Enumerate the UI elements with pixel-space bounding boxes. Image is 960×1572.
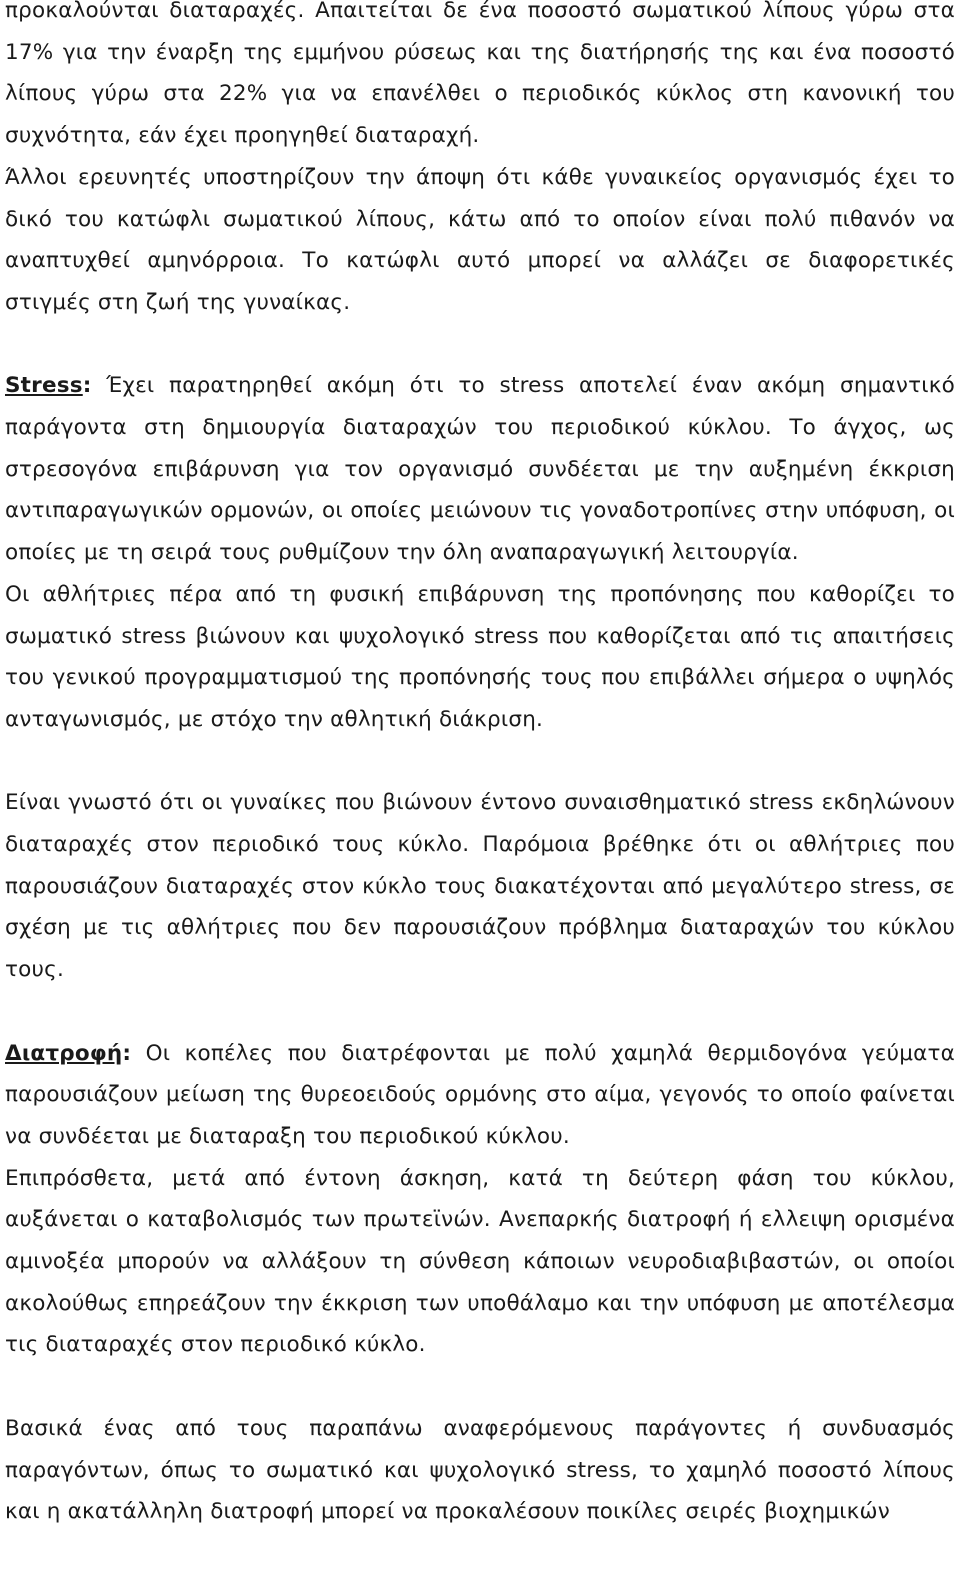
paragraph-emotional-stress: Είναι γνωστό ότι οι γυναίκες που βιώνουν έντονο συναισθηματικό stress εκδηλώνουν διαταραχές στον περιοδικό τους κύκλο. Παρόμοια βρέθηκε ότι οι αθλήτριες που παρουσιάζουν διαταραχές στον κύκλο τους διακατέχονται από μεγαλύτερο stress, σε σχέση με τις αθλήτριες που δεν παρουσιάζουν πρόβλημα διαταραχών του κύκλου τους. bbox=[5, 790, 955, 983]
paragraph-stress bbox=[5, 365, 955, 574]
paragraph-spacer bbox=[5, 741, 955, 783]
diet-heading: Διατροφή bbox=[5, 1040, 123, 1066]
paragraph-spacer bbox=[5, 1366, 955, 1408]
paragraph-athletes-stress: Οι αθλήτριες πέρα από τη φυσική επιβάρυνση της προπόνησης που καθορίζει το σωματικό stress βιώνουν και ψυχολογικό stress που καθορίζεται από τις απαιτήσεις του γενικού προγραμματισμού της προπόνησής τους που επιβάλλει σήμερα ο υψηλός ανταγωνισμός, με στόχο την αθλητική διάκριση. bbox=[5, 581, 955, 732]
stress-text: Έχει παρατηρηθεί ακόμη ότι το stress αποτελεί έναν ακόμη σημαντικό παράγοντα στη δημιουργία διαταραχών του περιοδικού κύκλου. Το άγχος, ως στρεσογόνα επιβάρυνση για τον οργανισμό συνδέεται με την αυξημένη έκκριση αντιπαραγωγικών ορμονών, οι οποίες μειώνουν τις γοναδοτροπίνες στην υπόφυση, οι οποίες με τη σειρά τους ρυθμίζουν την όλη αναπαραγωγική λειτουργία. bbox=[5, 373, 955, 566]
paragraph-protein-catabolism: Επιπρόσθετα, μετά από έντονη άσκηση, κατά τη δεύτερη φάση του κύκλου, αυξάνεται ο καταβολισμός των πρωτεϊνών. Ανεπαρκής διατροφή ή ελλειψη ορισμένα αμινοξέα μπορούν να αλλάξουν τη σύνθεση κάποιων νευροδιαβιβαστών, οι οποίοι ακολούθως επηρεάζουν την έκκριση των υποθάλαμο και την υπόφυση με αποτέλεσμα τις διαταραχές στον περιοδικό κύκλο. bbox=[5, 1165, 955, 1358]
diet-text: Οι κοπέλες που διατρέφονται με πολύ χαμηλά θερμιδογόνα γεύματα παρουσιάζουν μείωση της θυρεοειδούς ορμόνης στο αίμα, γεγονός το οποίο φαίνεται να συνδέεται με διαταραξη του περιοδικού κύκλου. bbox=[5, 1040, 955, 1149]
paragraph-spacer bbox=[5, 991, 955, 1033]
stress-heading-colon: : bbox=[82, 373, 92, 399]
paragraph-spacer bbox=[5, 324, 955, 366]
paragraph-fat-threshold: Άλλοι ερευνητές υποστηρίζουν την άποψη ότι κάθε γυναικείος οργανισμός έχει το δικό του κατώφλι σωματικού λίπους, κάτω από το οποίον είναι πολύ πιθανόν να αναπτυχθεί αμηνόρροια. Το κατώφλι αυτό μπορεί να αλλάζει σε διαφορετικές στιγμές στη ζωή της γυναίκας. bbox=[5, 164, 955, 315]
stress-heading: Stress bbox=[5, 373, 83, 399]
document-page bbox=[5, 0, 955, 1533]
paragraph-body-fat: προκαλούνται διαταραχές. Απαιτείται δε ένα ποσοστό σωματικού λίπους γύρω στα 17% για την έναρξη της εμμήνου ρύσεως και της διατήρησής της και ένα ποσοστό λίπους γύρω στα 22% για να επανέλθει ο περιοδικός κύκλος στη κανονική του συχνότητα, εάν έχει προηγηθεί διαταραχή. bbox=[5, 0, 955, 149]
diet-heading-colon: : bbox=[122, 1040, 132, 1066]
paragraph-combined-factors: Βασικά ένας από τους παραπάνω αναφερόμενους παράγοντες ή συνδυασμός παραγόντων, όπως το σωματικό και ψυχολογικό stress, το χαμηλό ποσοστό λίπους και η ακατάλληλη διατροφή μπορεί να προκαλέσουν ποικίλες σειρές βιοχημικών bbox=[5, 1415, 955, 1525]
paragraph-diet bbox=[5, 1033, 955, 1158]
